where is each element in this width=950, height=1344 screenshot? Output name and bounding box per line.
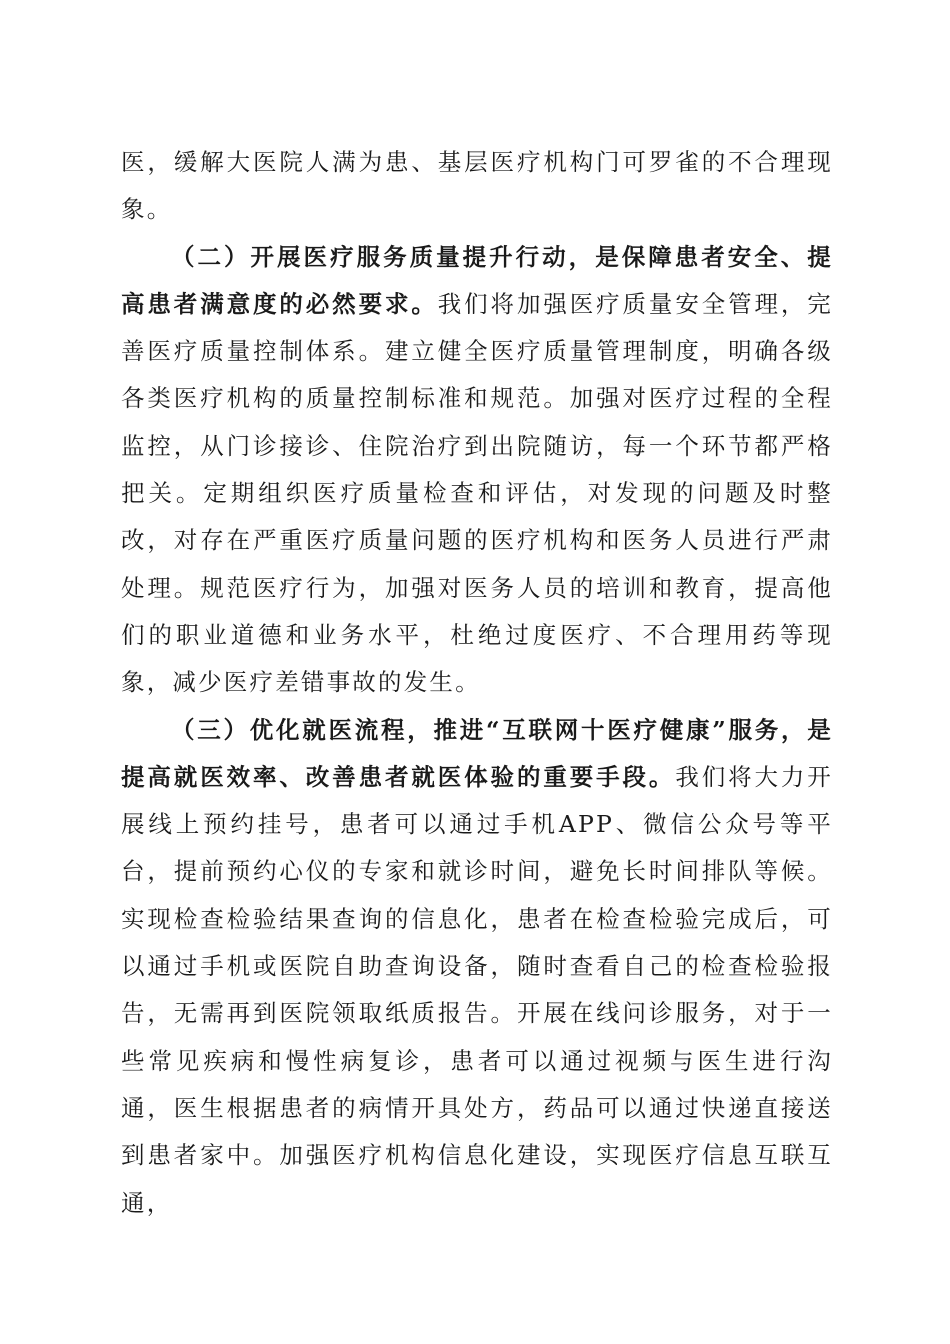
section-2-text: 我们将加强医疗质量安全管理，完善医疗质量控制体系。建立健全医疗质量管理制度，明确各级各类医疗机构的质量控制标准和规范。加强对医疗过程的全程监控，从门诊接诊、住院治疗到出院随访，每一个环节都严格把关。定期组织医疗质量检查和评估，对发现的问题及时整改，对存在严重医疗质量问题的医疗机构和医务人员进行严肃处理。规范医疗行为，加强对医务人员的培训和教育，提高他们的职业道德和业务水平，杜绝过度医疗、不合理用药等现象，减少医疗差错事故的发生。	[121, 289, 834, 697]
paragraph-text: 医，缓解大医院人满为患、基层医疗机构门可罗雀的不合理现象。	[121, 148, 833, 224]
section-3-text: 我们将大力开展线上预约挂号，患者可以通过手机APP、微信公众号等平台，提前预约心仪的专家和就诊时间，避免长时间排队等候。实现检查检验结果查询的信息化，患者在检查检验完成后，可以通过手机或医院自助查询设备，随时查看自己的检查检验报告，无需再到医院领取纸质报告。开展在线问诊服务，对于一些常见疾病和慢性病复诊，患者可以通过视频与医生进行沟通，医生根据患者的病情开具处方，药品可以通过快递直接送到患者家中。加强医疗机构信息化建设，实现医疗信息互联互通，	[121, 762, 834, 1217]
paragraph-continuation	[121, 139, 833, 234]
section-3-heading: （三）优化就医流程，推进“互联网十医疗健康”服务，是提高就医效率、改善患者就医体验的重要手段。	[121, 715, 833, 791]
document-body	[121, 139, 833, 1227]
paragraph-section-3	[121, 707, 833, 1227]
section-2-heading: （二）开展医疗服务质量提升行动，是保障患者安全、提高患者满意度的必然要求。	[121, 242, 833, 318]
paragraph-section-2	[121, 234, 833, 707]
